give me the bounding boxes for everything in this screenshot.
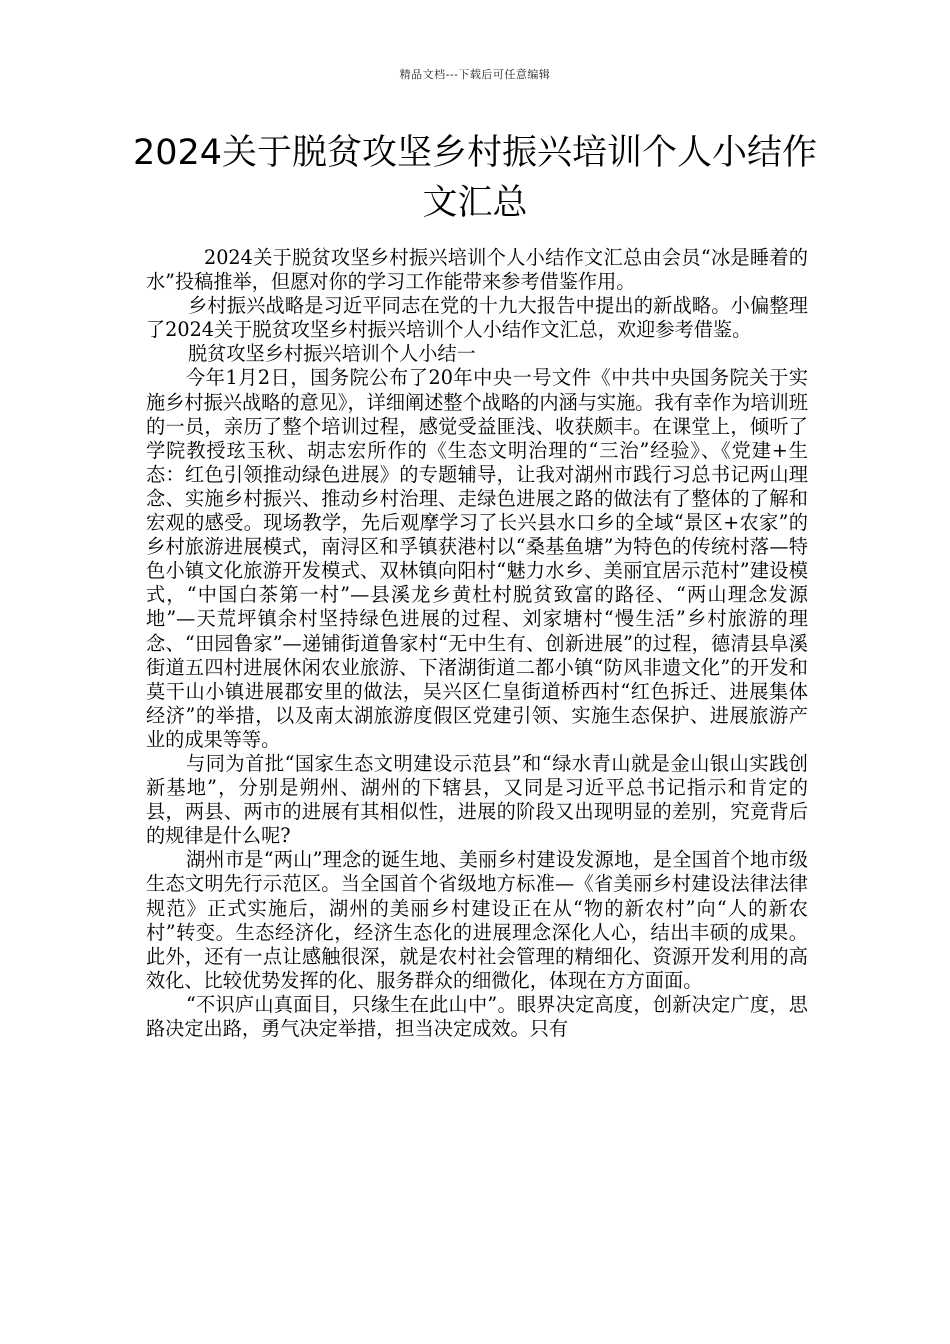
body-paragraph: 与同为首批“国家生态文明建设示范县”和“绿水青山就是金山银山实践创新基地”，分别是朔州、湖州的下辖县，又同是习近平总书记指示和肯定的县，两县、两市的进展有其相似性，进展的阶段又出现明显的差别，究竟背后的规律是什么呢?: [146, 751, 808, 848]
body-paragraph: 湖州市是“两山”理念的诞生地、美丽乡村建设发源地，是全国首个地市级生态文明先行示范区。当全国首个省级地方标准—《省美丽乡村建设法律法律规范》正式实施后，湖州的美丽乡村建设正在从“物的新农村”向“人的新农村”转变。生态经济化，经济生态化的进展理念深化人心，结出丰硕的成果。此外，还有一点让感触很深，就是农村社会管理的精细化、资源开发利用的高效化、比较优势发挥的化、服务群众的细微化，体现在方方面面。: [146, 848, 808, 992]
body-paragraph: 乡村振兴战略是习近平同志在党的十九大报告中提出的新战略。小偏整理了2024关于脱贫攻坚乡村振兴培训个人小结作文汇总，欢迎参考借鉴。: [146, 294, 808, 342]
document-title: 2024关于脱贫攻坚乡村振兴培训个人小结作文汇总: [132, 133, 818, 223]
body-paragraph: “不识庐山真面目，只缘生在此山中”。眼界决定高度，创新决定广度，思路决定出路，勇气决定举措，担当决定成效。只有: [146, 992, 808, 1040]
page-header-note: 精品文档---下载后可任意编辑: [399, 68, 551, 81]
body-paragraph: 今年1月2日，国务院公布了20年中央一号文件《中共中央国务院关于实施乡村振兴战略的意见》，详细阐述整个战略的内涵与实施。我有幸作为培训班的一员，亲历了整个培训过程，感觉受益匪浅、收获颇丰。在课堂上，倾听了学院教授玹玉秋、胡志宏所作的《生态文明治理的“三治”经验》、《党建+生态：红色引领推动绿色进展》的专题辅导，让我对湖州市践行习总书记两山理念、实施乡村振兴、推动乡村治理、走绿色进展之路的做法有了整体的了解和宏观的感受。现场教学，先后观摩学习了长兴县水口乡的全域“景区+农家”的乡村旅游进展模式，南浔区和孚镇获港村以“桑基鱼塘”为特色的传统村落—特色小镇文化旅游开发模式、双林镇向阳村“魅力水乡、美丽宜居示范村”建设模式，“中国白茶第一村”—县溪龙乡黄杜村脱贫致富的路径、“两山理念发源地”—天荒坪镇余村坚持绿色进展的过程、刘家塘村“慢生活”乡村旅游的理念、“田园鲁家”—递铺街道鲁家村“无中生有、创新进展”的过程，德清县阜溪街道五四村进展休闲农业旅游、下渚湖街道二都小镇“防风非遗文化”的开发和莫干山小镇进展郡安里的做法，吴兴区仁皇街道桥西村“红色拆迁、进展集体经济”的举措，以及南太湖旅游度假区党建引领、实施生态保护、进展旅游产业的成果等等。: [146, 366, 808, 751]
document-body: [146, 246, 808, 1041]
body-paragraph: 2024关于脱贫攻坚乡村振兴培训个人小结作文汇总由会员“冰是睡着的水”投稿推举，但愿对你的学习工作能带来参考借鉴作用。: [146, 246, 808, 294]
section-heading: 脱贫攻坚乡村振兴培训个人小结一: [188, 342, 476, 366]
